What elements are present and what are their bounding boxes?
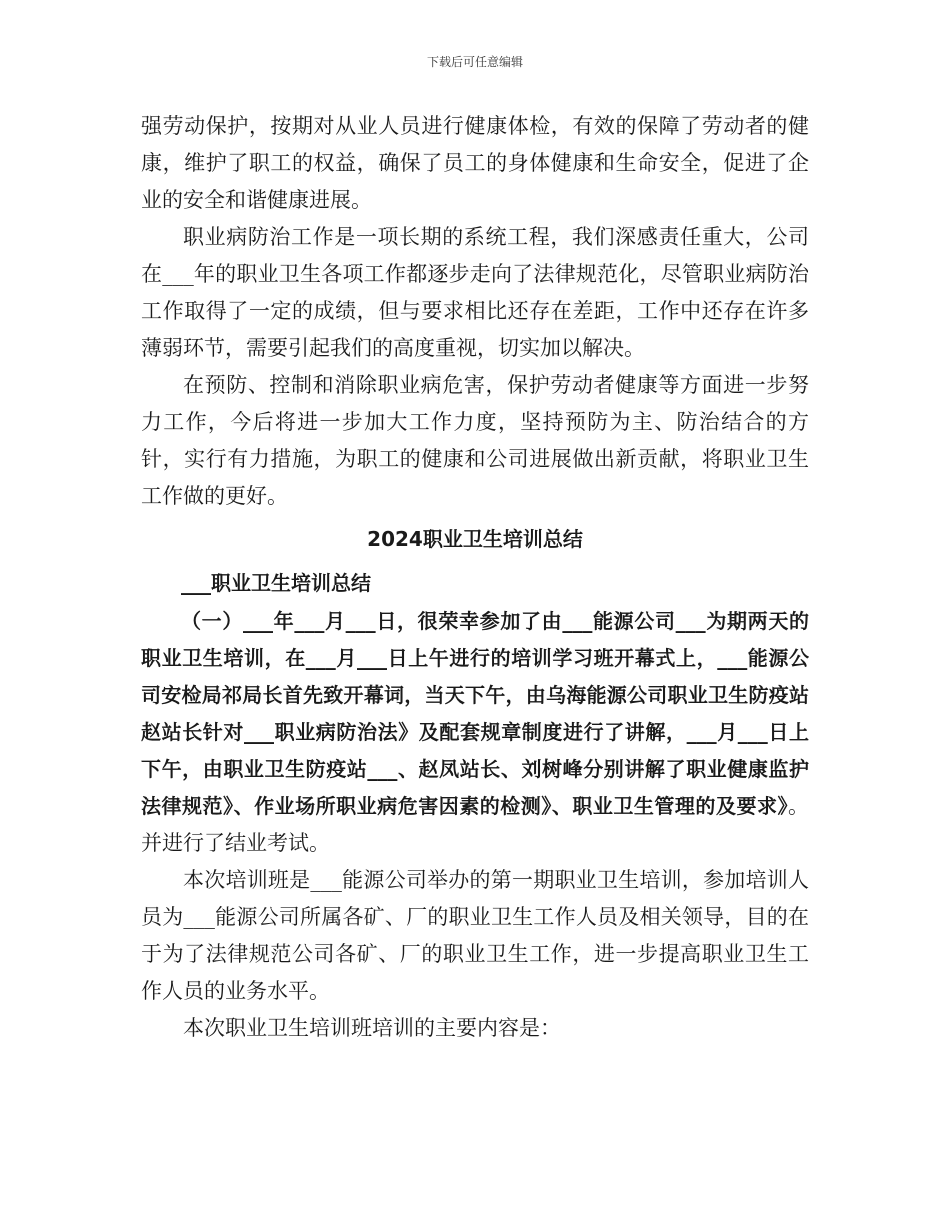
paragraph-training-content-intro: 本次职业卫生培训班培训的主要内容是： bbox=[183, 1016, 561, 1040]
paragraph-training-details bbox=[141, 603, 809, 862]
paragraph-training-purpose: 本次培训班是___能源公司举办的第一期职业卫生培训，参加培训人员为___能源公司所属各矿、厂的职业卫生工作人员及相关领导，目的在于为了法律规范公司各矿、厂的职业卫生工作，进一步提高职业卫生工作人员的业务水平。 bbox=[141, 868, 809, 1003]
training-details-tail: 。并进行了结业考试。 bbox=[141, 794, 809, 855]
paragraph-outlook: 在预防、控制和消除职业病危害，保护劳动者健康等方面进一步努力工作，今后将进一步加大工作力度，坚持预防为主、防治结合的方针，实行有力措施，为职工的健康和公司进展做出新贡献，将职业卫生工作做的更好。 bbox=[141, 373, 809, 508]
section-subheading: ___职业卫生培训总结 bbox=[181, 571, 371, 595]
section-title: 2024职业卫生培训总结 bbox=[367, 527, 583, 551]
page-header: 下载后可任意编辑 bbox=[426, 55, 523, 69]
training-details-bold: （一）___年___月___日，很荣幸参加了由___能源公司___为期两天的职业卫生培训，在___月___日上午进行的培训学习班开幕式上，___能源公司安检局祁局长首先致开幕词，当天下午，由乌海能源公司职业卫生防疫站赵站长针对___职业病防治法》及配套规章制度进行了讲解，___月___日上下午，由职业卫生防疫站___、赵凤站长、刘树峰分别讲解了职业健康监护法律规范》、作业场所职业病危害因素的检测》、职业卫生管理的及要求》 bbox=[141, 609, 809, 818]
paragraph-summary: 职业病防治工作是一项长期的系统工程，我们深感责任重大，公司在___年的职业卫生各项工作都逐步走向了法律规范化，尽管职业病防治工作取得了一定的成绩，但与要求相比还存在差距，工作中还存在许多薄弱环节，需要引起我们的高度重视，切实加以解决。 bbox=[141, 225, 809, 360]
document-body bbox=[141, 108, 809, 1047]
paragraph-continuation: 强劳动保护，按期对从业人员进行健康体检，有效的保障了劳动者的健康，维护了职工的权益，确保了员工的身体健康和生命安全，促进了企业的安全和谐健康进展。 bbox=[141, 114, 809, 212]
